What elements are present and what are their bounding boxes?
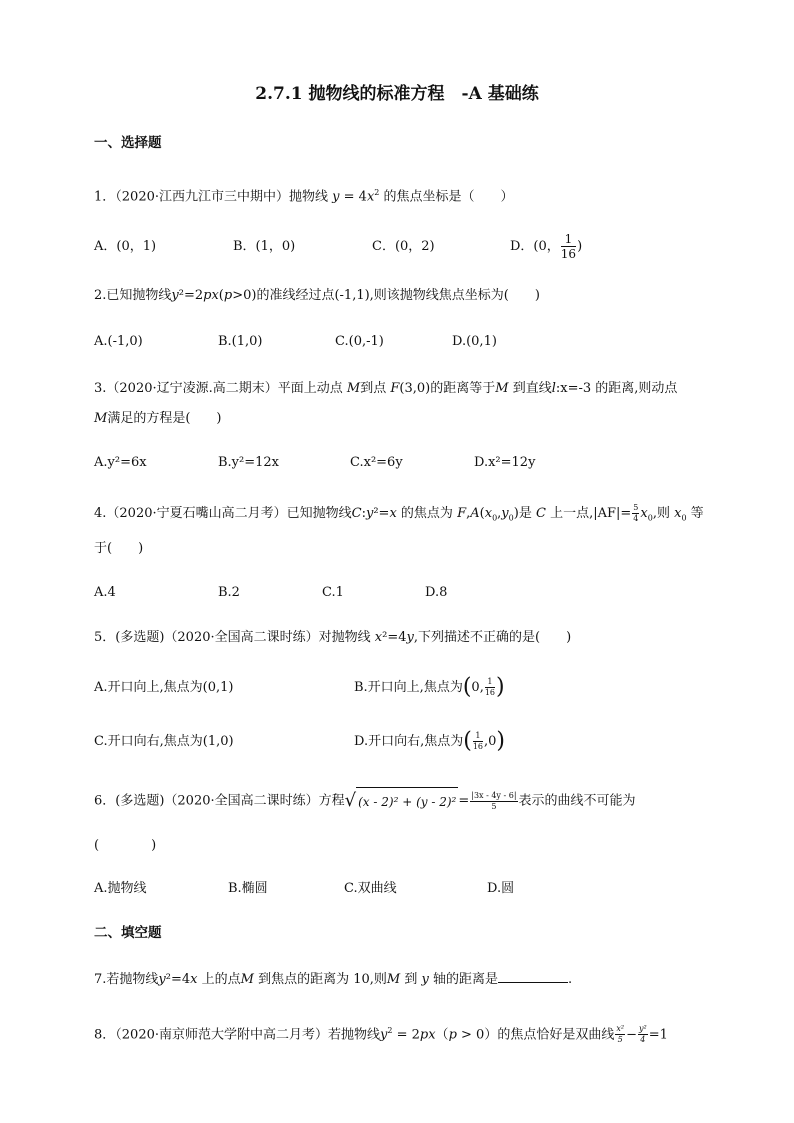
question-5-option-d[interactable]: D.开口向右,焦点为( $\frac{1}{16}$ ,0) (354, 728, 506, 754)
question-6-stem-line1: 6．(多选题)（2020·全国高二课时练）方程√ (x - 2)² + (y - 2)² = $\frac{|3x - 4y - 6|}{5}$ 表示的曲线不可能为 (94, 787, 636, 815)
section-heading-choice: 一、选择题 (94, 135, 162, 151)
fraction-1-16: $\frac{1}{16}$ (484, 677, 496, 697)
question-3-option-b[interactable]: B.y²=12x (218, 455, 280, 470)
question-3-option-d[interactable]: D.x²=12y (474, 455, 536, 470)
question-5-stem: 5．(多选题)（2020·全国高二课时练）对抛物线 x²=4y,下列描述不正确的是( ) (94, 630, 572, 645)
question-4-stem-line1: 4.（2020·宁夏石嘴山高二月考）已知抛物线C:y²=x 的焦点为 $F,A(x_0,y_0)$是 C 上一点,|AF|= $\frac{5}{4}$ $x_0$,则 $x_0$ 等 (94, 503, 704, 523)
question-5-option-b[interactable]: B.开口向上,焦点为(0, $\frac{1}{16}$ ) (354, 674, 505, 700)
answer-blank[interactable] (498, 970, 568, 983)
fraction-abs-over-5: $\frac{|3x - 4y - 6|}{5}$ (471, 790, 517, 811)
question-7-stem: 7.若抛物线y²=4x 上的点M 到焦点的距离为 10,则M 到 y 轴的距离是 . (94, 972, 573, 987)
question-6-option-a[interactable]: A.抛物线 (94, 881, 147, 896)
fraction-y2-over-4: $\frac{\text{y²}}{4}$ (638, 1024, 647, 1045)
page-title: 2.7.1 抛物线的标准方程 -A 基础练 (255, 84, 539, 104)
question-2-option-b[interactable]: B.(1,0) (218, 334, 263, 349)
square-root-expression: √ (x - 2)² + (y - 2)² (345, 787, 459, 815)
question-6-option-b[interactable]: B.椭圆 (228, 881, 268, 896)
question-3-stem-line2: M满足的方程是( ) (94, 411, 222, 426)
question-3-stem-line1: 3.（2020·辽宁凌源.高二期末）平面上动点 M到点 F(3,0)的距离等于M 到直线l:x=-3 的距离,则动点 (94, 381, 678, 396)
question-1-option-a[interactable]: A．(0，1) (94, 239, 157, 254)
question-6-option-c[interactable]: C.双曲线 (344, 881, 397, 896)
question-5-option-c[interactable]: C.开口向右,焦点为(1,0) (94, 734, 234, 749)
fraction-5-4: $\frac{5}{4}$ (633, 503, 639, 523)
question-2-option-d[interactable]: D.(0,1) (452, 334, 497, 349)
question-5-option-a[interactable]: A.开口向上,焦点为(0,1) (94, 680, 234, 695)
fraction-1-16: $\frac{1}{16}$ (472, 731, 484, 751)
question-1-stem: 1．（2020·江西九江市三中期中）抛物线 $y = 4x^2$ 的焦点坐标是（ ） (94, 188, 514, 205)
question-2-option-c[interactable]: C.(0,-1) (335, 334, 384, 349)
section-heading-fill-in: 二、填空题 (94, 925, 162, 941)
equation-y-4x2: y (332, 189, 340, 205)
question-1-option-d[interactable]: D．(0， $\frac{1}{16}$ ) (510, 232, 583, 261)
question-6-stem-line2: ( ) (94, 838, 157, 853)
question-4-option-c[interactable]: C.1 (322, 585, 344, 600)
question-4-option-b[interactable]: B.2 (218, 585, 240, 600)
question-4-option-d[interactable]: D.8 (425, 585, 448, 600)
question-4-option-a[interactable]: A.4 (94, 585, 116, 600)
question-8-stem: 8．（2020·南京师范大学附中高二月考）若抛物线$y^2 = 2px(p > 0)$的焦点恰好是双曲线 $\frac{\text{x²}}{5}$ − $\frac{\text{y²}}{4}$ =1 (94, 1024, 668, 1045)
question-3-option-c[interactable]: C.x²=6y (350, 455, 403, 470)
fraction-1-16: $\frac{1}{16}$ (560, 232, 577, 261)
question-2-stem: 2.已知抛物线y²=2px(p>0)的准线经过点(-1,1),则该抛物线焦点坐标为( ) (94, 288, 540, 303)
fraction-x2-over-5: $\frac{\text{x²}}{5}$ (616, 1024, 625, 1045)
question-6-option-d[interactable]: D.圆 (487, 881, 515, 896)
question-1-option-c[interactable]: C．(0，2) (372, 239, 435, 254)
question-4-stem-line2: 于( ) (94, 541, 144, 556)
question-3-option-a[interactable]: A.y²=6x (94, 455, 147, 470)
question-2-option-a[interactable]: A.(-1,0) (94, 334, 143, 349)
question-1-option-b[interactable]: B．(1，0) (233, 239, 296, 254)
